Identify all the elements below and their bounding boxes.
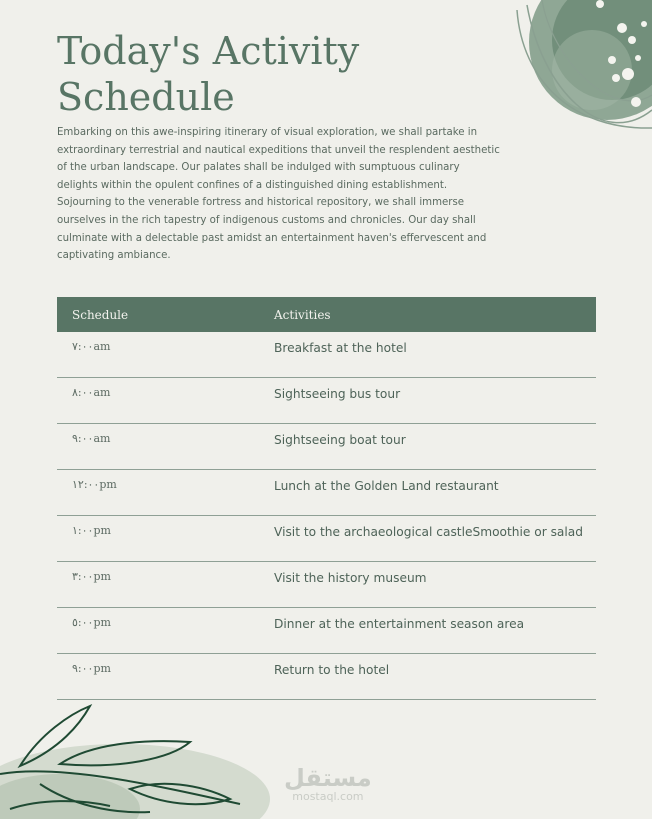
activity-cell: Dinner at the entertainment season area	[274, 608, 596, 654]
time-cell: ٩:٠٠am	[57, 424, 274, 470]
activity-cell: Lunch at the Golden Land restaurant	[274, 470, 596, 516]
activity-cell: Breakfast at the hotel	[274, 332, 596, 378]
activity-cell: Visit the history museum	[274, 562, 596, 608]
activities-column-header: Activities	[274, 297, 596, 332]
activity-cell: Return to the hotel	[274, 654, 596, 700]
intro-paragraph: Embarking on this awe-inspiring itinerary of visual exploration, we shall partake in extraordinary terrestrial and nautical expeditions that unveil the resplendent aesthetic of the urban landscape. Our palates shall be indulged with sumptuous culinary delights within the opulent confines of a distinguished dining establishment. Sojourning to the venerable fortress and historical repository, we shall immerse ourselves in the rich tapestry of indigenous customs and chronicles. Our day shall culminate with a delectable past amidst an entertainment haven's effervescent and captivating ambiance.	[57, 127, 500, 262]
table-row	[57, 424, 596, 470]
table-header-row	[57, 297, 596, 332]
table-row	[57, 470, 596, 516]
watermark-arabic: مستقل	[284, 764, 372, 792]
activity-cell: Visit to the archaeological castleSmoothie or salad	[274, 516, 596, 562]
leaf-branch-decoration	[0, 704, 280, 819]
time-cell: ٧:٠٠am	[57, 332, 274, 378]
schedule-column-header: Schedule	[57, 297, 274, 332]
table-row	[57, 516, 596, 562]
table-row	[57, 332, 596, 378]
mostaql-watermark	[284, 765, 372, 803]
page-title: Today's Activity Schedule	[57, 29, 360, 119]
activity-cell: Sightseeing bus tour	[274, 378, 596, 424]
table-row	[57, 378, 596, 424]
activity-cell: Sightseeing boat tour	[274, 424, 596, 470]
time-cell: ١٢:٠٠pm	[57, 470, 274, 516]
time-cell: ٨:٠٠am	[57, 378, 274, 424]
schedule-table	[57, 297, 596, 700]
time-cell: ٩:٠٠pm	[57, 654, 274, 700]
watermark-url: mostaql.com	[292, 790, 364, 803]
time-cell: ٣:٠٠pm	[57, 562, 274, 608]
table-row	[57, 562, 596, 608]
watercolor-circle-decoration	[512, 0, 652, 150]
table-row	[57, 654, 596, 700]
time-cell: ١:٠٠pm	[57, 516, 274, 562]
time-cell: ٥:٠٠pm	[57, 608, 274, 654]
table-row	[57, 608, 596, 654]
